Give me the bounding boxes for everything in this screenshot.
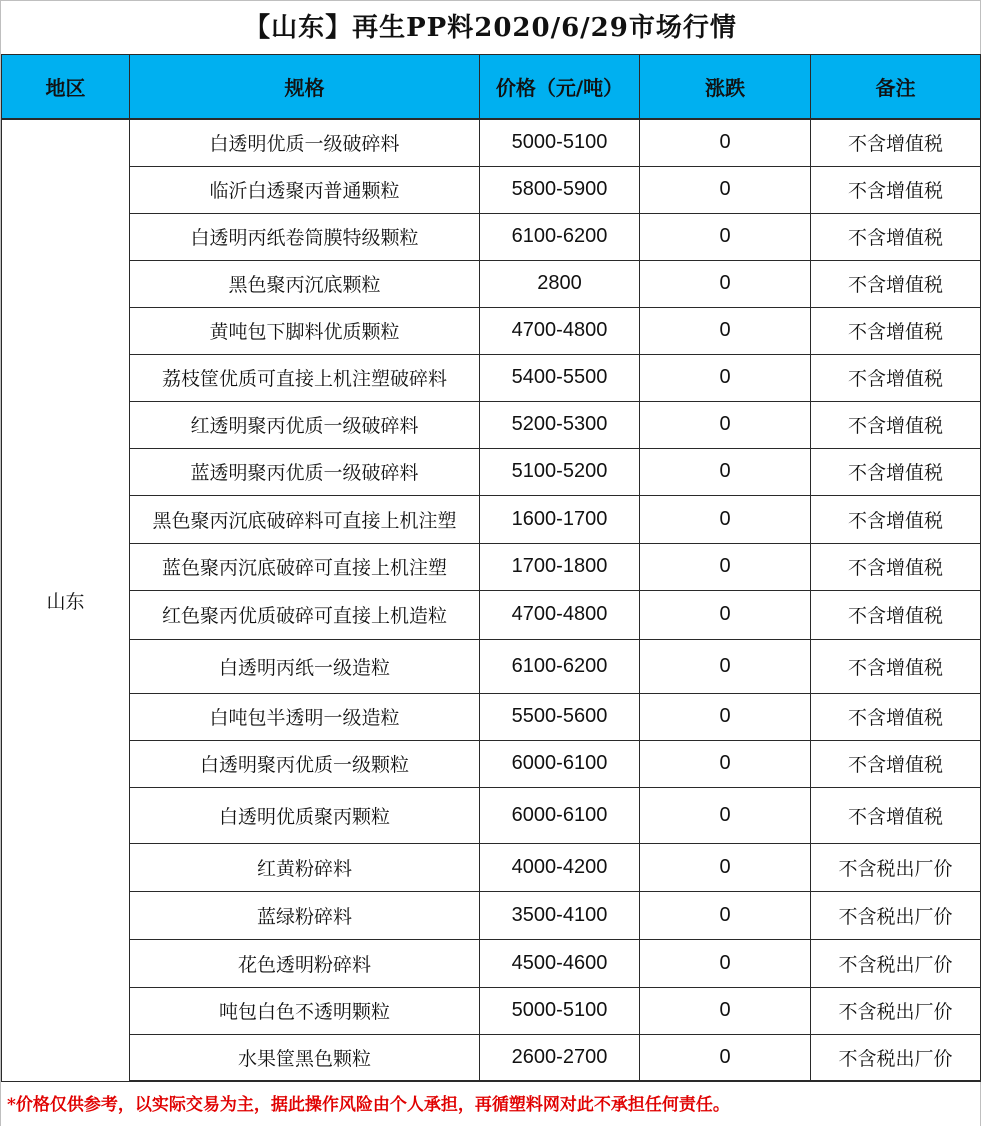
price-cell: 5400-5500 (480, 354, 640, 401)
table-row (2, 401, 981, 448)
table-row (2, 1034, 981, 1081)
price-cell: 1600-1700 (480, 495, 640, 543)
spec-cell: 临沂白透聚丙普通颗粒 (130, 166, 480, 213)
table-row (2, 354, 981, 401)
region-cell: 山东 (2, 119, 130, 1081)
note-cell: 不含增值税 (811, 693, 981, 740)
change-cell: 0 (640, 987, 811, 1034)
spec-cell: 蓝绿粉碎料 (130, 891, 480, 939)
spec-cell: 水果筐黑色颗粒 (130, 1034, 480, 1081)
table-row (2, 740, 981, 787)
change-cell: 0 (640, 590, 811, 639)
table-row (2, 939, 981, 987)
disclaimer: *价格仅供参考，以实际交易为主，据此操作风险由个人承担，再循塑料网对此不承担任何责任。 (7, 1095, 730, 1115)
table-row (2, 843, 981, 891)
price-cell: 6000-6100 (480, 787, 640, 843)
price-cell: 1700-1800 (480, 543, 640, 590)
spec-cell: 白透明聚丙优质一级颗粒 (130, 740, 480, 787)
spec-cell: 荔枝筐优质可直接上机注塑破碎料 (130, 354, 480, 401)
header-price: 价格（元/吨） (480, 55, 640, 120)
note-cell: 不含增值税 (811, 260, 981, 307)
spec-cell: 白透明优质一级破碎料 (130, 119, 480, 166)
spec-cell: 白透明优质聚丙颗粒 (130, 787, 480, 843)
spec-cell: 红色聚丙优质破碎可直接上机造粒 (130, 590, 480, 639)
price-cell: 6100-6200 (480, 639, 640, 693)
table-row (2, 639, 981, 693)
price-cell: 3500-4100 (480, 891, 640, 939)
change-cell: 0 (640, 1034, 811, 1081)
table-row (2, 448, 981, 495)
header-change: 涨跌 (640, 55, 811, 120)
change-cell: 0 (640, 787, 811, 843)
price-cell: 6100-6200 (480, 213, 640, 260)
change-cell: 0 (640, 639, 811, 693)
change-cell: 0 (640, 448, 811, 495)
price-cell: 5000-5100 (480, 119, 640, 166)
header-spec: 规格 (130, 55, 480, 120)
table-row (2, 787, 981, 843)
table-row (2, 543, 981, 590)
change-cell: 0 (640, 843, 811, 891)
table-row (2, 307, 981, 354)
table-header-row (2, 55, 981, 120)
price-cell: 4700-4800 (480, 307, 640, 354)
table-row (2, 166, 981, 213)
table-row (2, 590, 981, 639)
table-row (2, 495, 981, 543)
note-cell: 不含税出厂价 (811, 939, 981, 987)
page-title: 【山东】再生PP料2020/6/29市场行情 (1, 0, 980, 54)
spec-cell: 黑色聚丙沉底颗粒 (130, 260, 480, 307)
spec-cell: 白透明丙纸卷筒膜特级颗粒 (130, 213, 480, 260)
table-row (2, 891, 981, 939)
spec-cell: 白吨包半透明一级造粒 (130, 693, 480, 740)
spec-cell: 吨包白色不透明颗粒 (130, 987, 480, 1034)
table-row (2, 693, 981, 740)
note-cell: 不含增值税 (811, 590, 981, 639)
price-cell: 4700-4800 (480, 590, 640, 639)
spec-cell: 黄吨包下脚料优质颗粒 (130, 307, 480, 354)
table-row (2, 213, 981, 260)
price-cell: 4000-4200 (480, 843, 640, 891)
spec-cell: 白透明丙纸一级造粒 (130, 639, 480, 693)
price-table (1, 54, 981, 1082)
price-cell: 5000-5100 (480, 987, 640, 1034)
note-cell: 不含增值税 (811, 495, 981, 543)
price-cell: 5500-5600 (480, 693, 640, 740)
note-cell: 不含增值税 (811, 740, 981, 787)
price-cell: 5100-5200 (480, 448, 640, 495)
table-row (2, 260, 981, 307)
spec-cell: 黑色聚丙沉底破碎料可直接上机注塑 (130, 495, 480, 543)
table-row (2, 119, 981, 166)
change-cell: 0 (640, 495, 811, 543)
note-cell: 不含增值税 (811, 213, 981, 260)
note-cell: 不含增值税 (811, 401, 981, 448)
spec-cell: 红黄粉碎料 (130, 843, 480, 891)
note-cell: 不含税出厂价 (811, 843, 981, 891)
note-cell: 不含税出厂价 (811, 891, 981, 939)
change-cell: 0 (640, 354, 811, 401)
price-cell: 2600-2700 (480, 1034, 640, 1081)
change-cell: 0 (640, 543, 811, 590)
change-cell: 0 (640, 939, 811, 987)
note-cell: 不含增值税 (811, 119, 981, 166)
change-cell: 0 (640, 307, 811, 354)
change-cell: 0 (640, 213, 811, 260)
change-cell: 0 (640, 401, 811, 448)
spec-cell: 花色透明粉碎料 (130, 939, 480, 987)
price-cell: 5200-5300 (480, 401, 640, 448)
change-cell: 0 (640, 693, 811, 740)
note-cell: 不含增值税 (811, 639, 981, 693)
table-body (2, 119, 981, 1081)
note-cell: 不含税出厂价 (811, 987, 981, 1034)
header-note: 备注 (811, 55, 981, 120)
change-cell: 0 (640, 166, 811, 213)
note-cell: 不含增值税 (811, 448, 981, 495)
table-row (2, 987, 981, 1034)
note-cell: 不含税出厂价 (811, 1034, 981, 1081)
header-region: 地区 (2, 55, 130, 120)
price-cell: 2800 (480, 260, 640, 307)
note-cell: 不含增值税 (811, 354, 981, 401)
change-cell: 0 (640, 891, 811, 939)
price-cell: 6000-6100 (480, 740, 640, 787)
change-cell: 0 (640, 119, 811, 166)
price-cell: 5800-5900 (480, 166, 640, 213)
spec-cell: 蓝透明聚丙优质一级破碎料 (130, 448, 480, 495)
note-cell: 不含增值税 (811, 787, 981, 843)
change-cell: 0 (640, 740, 811, 787)
spec-cell: 蓝色聚丙沉底破碎可直接上机注塑 (130, 543, 480, 590)
note-cell: 不含增值税 (811, 543, 981, 590)
spec-cell: 红透明聚丙优质一级破碎料 (130, 401, 480, 448)
price-cell: 4500-4600 (480, 939, 640, 987)
note-cell: 不含增值税 (811, 307, 981, 354)
change-cell: 0 (640, 260, 811, 307)
note-cell: 不含增值税 (811, 166, 981, 213)
